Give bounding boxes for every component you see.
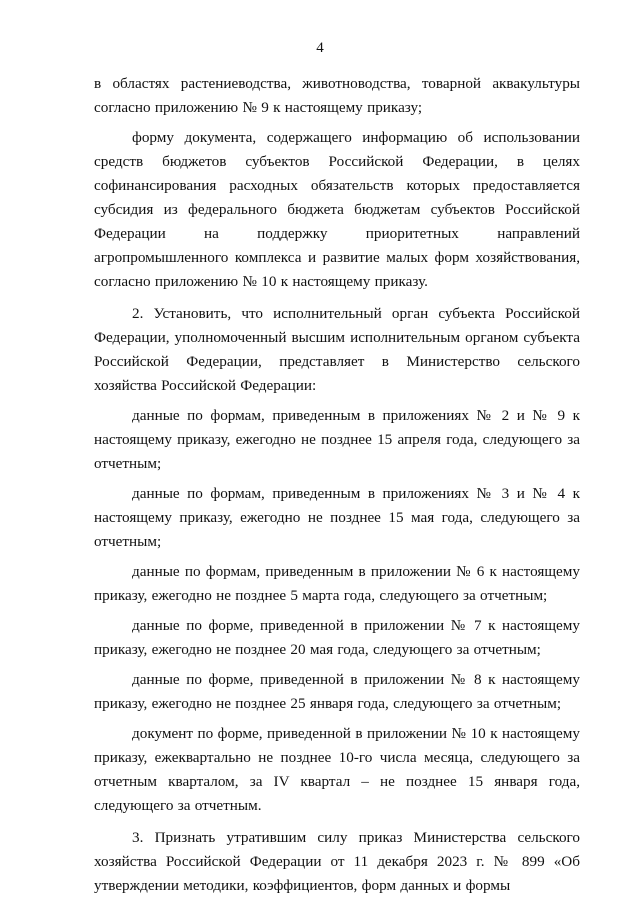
paragraph-data-appendices-3-4: данные по формам, приведенным в приложениях № 3 и № 4 к настоящему приказу, ежегодно не позднее 15 мая года, следующего за отчетным; (94, 485, 580, 550)
paragraph-appendix-9-continuation: в областях растениеводства, животноводства, товарной аквакультуры согласно приложению № 9 к настоящему приказу; (94, 75, 580, 116)
document-body (94, 72, 580, 898)
paragraph-data-appendix-6: данные по формам, приведенным в приложении № 6 к настоящему приказу, ежегодно не позднее 5 марта года, следующего за отчетным; (94, 563, 580, 604)
paragraph-data-appendices-2-9: данные по формам, приведенным в приложениях № 2 и № 9 к настоящему приказу, ежегодно не позднее 15 апреля года, следующего за отчетным; (94, 407, 580, 472)
paragraph-data-appendix-8: данные по форме, приведенной в приложении № 8 к настоящему приказу, ежегодно не позднее 25 января года, следующего за отчетным; (94, 671, 580, 712)
paragraph-appendix-10-form: форму документа, содержащего информацию об использовании средств бюджетов субъектов Российской Федерации, в целях софинансирования расходных обязательств которых предоставляется субсидия из федерального бюджета бюджетам субъектов Российской Федерации на поддержку приоритетных направлений агропромышленного комплекса и развитие малых форм хозяйствования, согласно приложению № 10 к настоящему приказу. (94, 129, 580, 290)
paragraph-item-3: 3. Признать утратившим силу приказ Министерства сельского хозяйства Российской Федерации от 11 декабря 2023 г. № 899 «Об утверждении методики, коэффициентов, форм данных и формы (94, 829, 580, 894)
paragraph-data-appendix-7: данные по форме, приведенной в приложении № 7 к настоящему приказу, ежегодно не позднее 20 мая года, следующего за отчетным; (94, 617, 580, 658)
paragraph-document-appendix-10: документ по форме, приведенной в приложении № 10 к настоящему приказу, ежеквартально не позднее 10-го числа месяца, следующего за отчетным кварталом, за IV квартал – не позднее 15 января года, следующего за отчетным. (94, 725, 580, 814)
paragraph-item-2: 2. Установить, что исполнительный орган субъекта Российской Федерации, уполномоченный высшим исполнительным органом субъекта Российской Федерации, представляет в Министерство сельского хозяйства Российской Федерации: (94, 305, 580, 394)
page-number: 4 (316, 40, 324, 56)
